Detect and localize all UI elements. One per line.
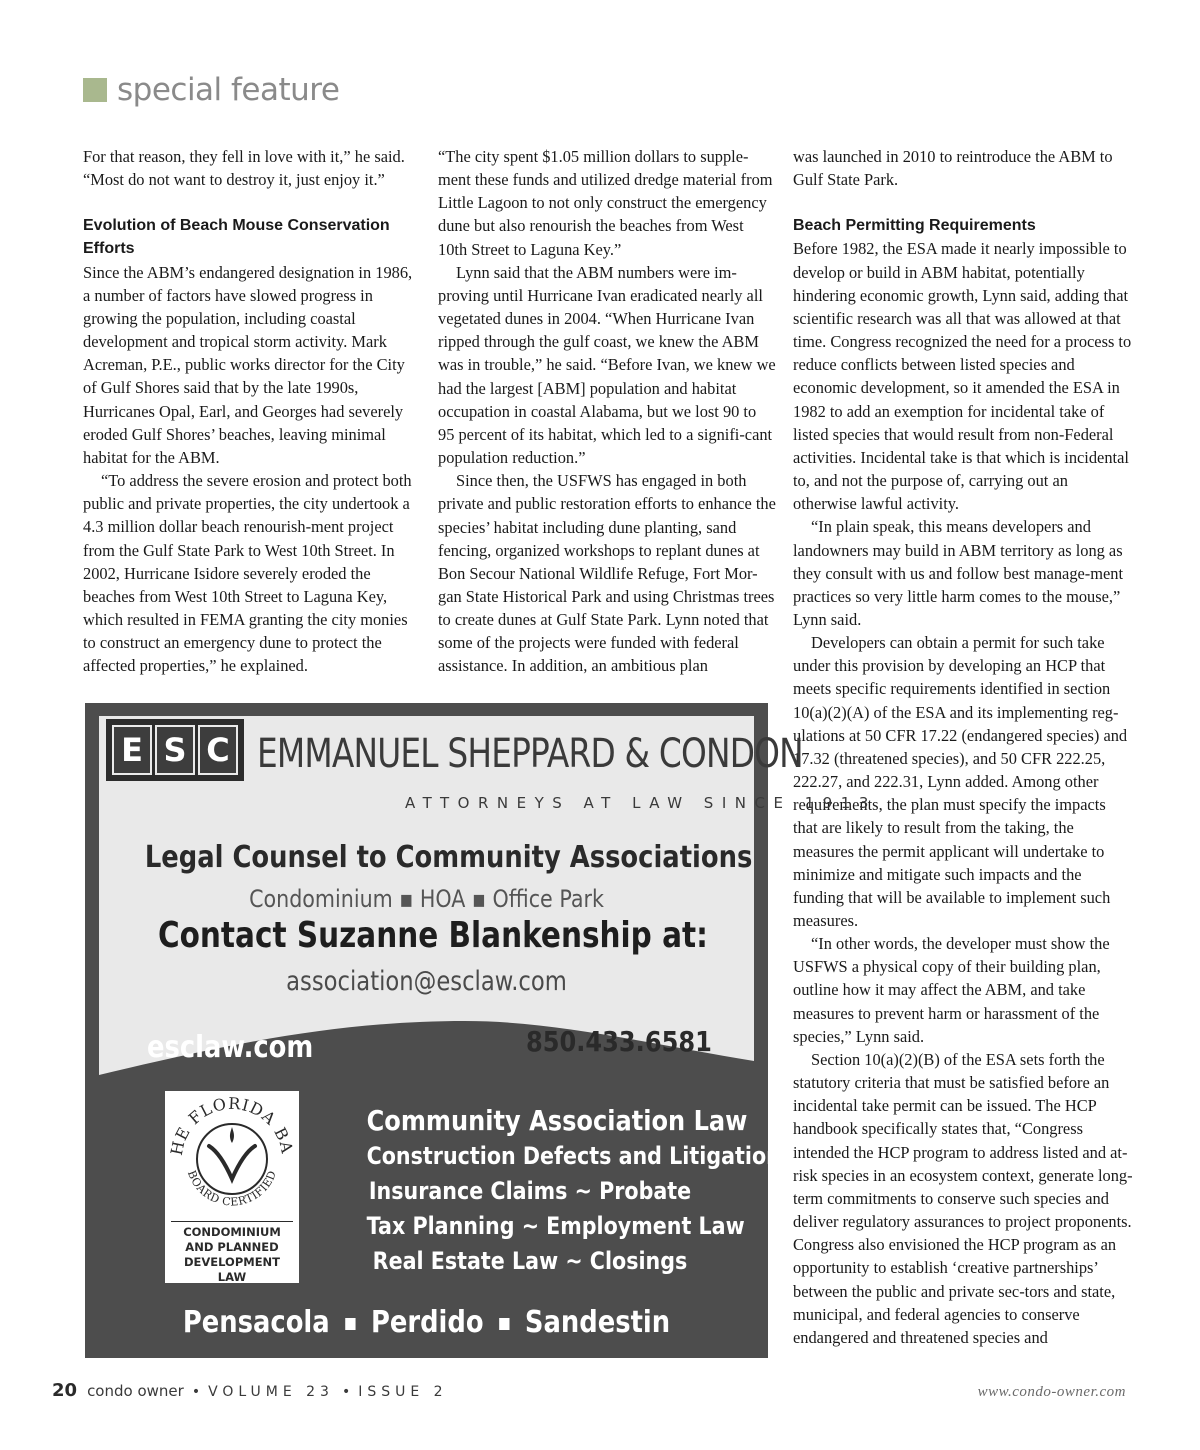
ad-email: association@esclaw.com xyxy=(286,966,567,997)
issue-label: ISSUE 2 xyxy=(358,1384,448,1400)
paragraph: Since the ABM’s endangered designation in 1986, a number of factors have slowed progress in growing the population, including coastal development and tropical storm activity. Mark Acreman, P.E., public works director for the City of Gulf Shores said that by the late 1990s, Hurricanes Opal, Earl, and Georges had severely eroded Gulf Shores’ beaches, leaving minimal habitat for the ABM. xyxy=(83,262,413,467)
section-marker xyxy=(83,78,107,102)
logo-letter: C xyxy=(198,725,238,775)
section-title: special feature xyxy=(117,72,340,108)
florida-bar-seal xyxy=(165,1091,299,1221)
subheading-evolution: Evolution of Beach Mouse Conservation Efforts xyxy=(83,217,390,258)
city: Perdido xyxy=(370,1305,484,1340)
florida-bar-badge xyxy=(165,1091,299,1283)
article-column-1 xyxy=(83,145,419,677)
publication-name: condo owner xyxy=(87,1382,184,1400)
separator xyxy=(499,1318,509,1330)
paragraph: Since then, the USFWS has engaged in both private and public restoration efforts to enhance the species’ habitat including dune planting, sand fencing, organized workshops to replant dunes at Bon Secour National Wildlife Refuge, Fort Mor-gan State Historical Park and using Christmas trees to create dunes at Gulf State Park. Lynn noted that some of the projects were funded with federal assistance. In addition, an ambitious plan xyxy=(438,471,776,676)
separator: • xyxy=(341,1384,351,1400)
ad-phone: 850.433.6581 xyxy=(526,1025,712,1058)
city: Sandestin xyxy=(524,1305,671,1340)
city: Pensacola xyxy=(182,1305,330,1340)
article-column-2 xyxy=(438,145,776,678)
practice-area: Insurance Claims ~ Probate xyxy=(368,1177,692,1205)
svg-text:BOARD CERTIFIED: BOARD CERTIFIED xyxy=(184,1168,280,1209)
paragraph: For that reason, they fell in love with it,” he said. “Most do not want to destroy it, just enjoy it.” xyxy=(83,147,405,190)
separator xyxy=(345,1318,355,1330)
firm-tagline: ATTORNEYS AT LAW SINCE 1913 xyxy=(405,794,877,812)
article-column-3 xyxy=(793,145,1133,1349)
separator: • xyxy=(191,1384,201,1400)
paragraph: “The city spent $1.05 million dollars to supple-ment these funds and utilized dredge material from Little Lagoon to not only construct the emergency dune but also renourish the beaches from West 10th Street to Laguna Key.” xyxy=(438,147,773,259)
subheading-permitting: Beach Permitting Requirements xyxy=(793,217,1036,235)
volume-label: VOLUME 23 xyxy=(208,1384,334,1400)
section-header xyxy=(83,70,339,110)
ad-headline: Legal Counsel to Community Associations xyxy=(144,840,753,875)
paragraph: “To address the severe erosion and protect both public and private properties, the city undertook a 4.3 million dollar beach renourish-ment project from the Gulf State Park to West 10th Street. In 2002, Hurricane Isidore severely eroded the beaches from West 10th Street to Laguna Key, which resulted in FEMA granting the city monies to construct an emergency dune to protect the affected properties,” he explained. xyxy=(83,471,412,676)
paragraph: “In other words, the developer must show the USFWS a physical copy of their building plan, outline how it may affect the ABM, and take measures to prevent harm or harassment of the species,” Lynn said. xyxy=(793,934,1110,1046)
practice-area: Tax Planning ~ Employment Law xyxy=(366,1212,745,1240)
practice-areas xyxy=(340,1103,781,1279)
page-number: 20 xyxy=(52,1380,78,1401)
paragraph: was launched in 2010 to reintroduce the ABM to Gulf State Park. xyxy=(793,147,1113,190)
badge-certification: CONDOMINIUM AND PLANNED DEVELOPMENT LAW xyxy=(171,1221,293,1285)
firm-name: EMMANUEL SHEPPARD & CONDON xyxy=(257,731,803,777)
svg-text:THE FLORIDA BAR: HE FLORIDA BA xyxy=(166,1093,297,1157)
paragraph: “In plain speak, this means developers and landowners may build in ABM territory as long as they consult with us and follow best manage-ment practices so very little harm comes to the mouse,” Lynn said. xyxy=(793,517,1124,629)
paragraph: Section 10(a)(2)(B) of the ESA sets forth the statutory criteria that must be satisfied before an incidental take permit can be issued. The HCP handbook specifically states that, “Congress intended the HCP program to address listed and at-risk species in an ecosystem context, generate long-term commitments to conserve such species and deliver regulatory assurances to project proponents. Congress also envisioned the HCP program as an opportunity to establish ‘creative partnerships’ between the public and private sec-tors and state, municipal, and federal agencies to conserve endangered and threatened species and xyxy=(793,1049,1133,1347)
website-link[interactable]: www.condo-owner.com xyxy=(977,1384,1126,1400)
paragraph: Before 1982, the ESA made it nearly impossible to develop or build in ABM habitat, potentially hindering economic growth, Lynn said, adding that scientific research was all that was allowed at that time. Congress recognized the need for a process to reduce conflicts between listed species and economic development, so it amended the ESA in 1982 to add an exemption for incidental take of listed species that would result from non-Federal activities. Incidental take is that which is incidental to, and not the purpose of, carrying out an otherwise lawful activity. xyxy=(793,239,1132,514)
practice-area: Construction Defects and Litigation xyxy=(366,1142,781,1170)
logo-letter: S xyxy=(155,725,195,775)
office-locations xyxy=(133,1305,720,1340)
ad-website: esclaw.com xyxy=(147,1030,314,1065)
page-footer xyxy=(52,1380,1126,1410)
paragraph: Lynn said that the ABM numbers were im-proving until Hurricane Ivan eradicated nearly all vegetated dunes in 2004. “When Hurricane Ivan ripped through the gulf coast, we knew the ABM was in trouble,” he said. “Before Ivan, we knew we had the largest [ABM] population and habitat occupation in coastal Alabama, but we lost 90 to 95 percent of its habitat, which led to a signifi-cant population reduction.” xyxy=(438,262,776,468)
practice-area: Community Association Law xyxy=(366,1104,748,1137)
logo-letter: E xyxy=(112,725,152,775)
paragraph: Developers can obtain a permit for such take under this provision by developing an HCP that meets specific requirements identified in section 10(a)(2)(A) of the ESA and its implementing reg-ulations at 50 CFR 17.22 (endangered species) and 17.32 (threatened species), and 50 CFR 222.25, 222.27, and 222.31, Lynn added. Among other requirements, the plan must specify the impacts that are likely to result from the taking, the measures the permit applicant will undertake to minimize and mitigate such impacts and the funding that will be available to implement such measures. xyxy=(793,633,1128,930)
practice-area: Real Estate Law ~ Closings xyxy=(372,1247,688,1275)
ad-subline: Condominium ▪ HOA ▪ Office Park xyxy=(249,885,604,913)
law-firm-advertisement xyxy=(85,703,877,1358)
ad-contact: Contact Suzanne Blankenship at: xyxy=(157,915,708,956)
esc-logo xyxy=(106,719,244,781)
